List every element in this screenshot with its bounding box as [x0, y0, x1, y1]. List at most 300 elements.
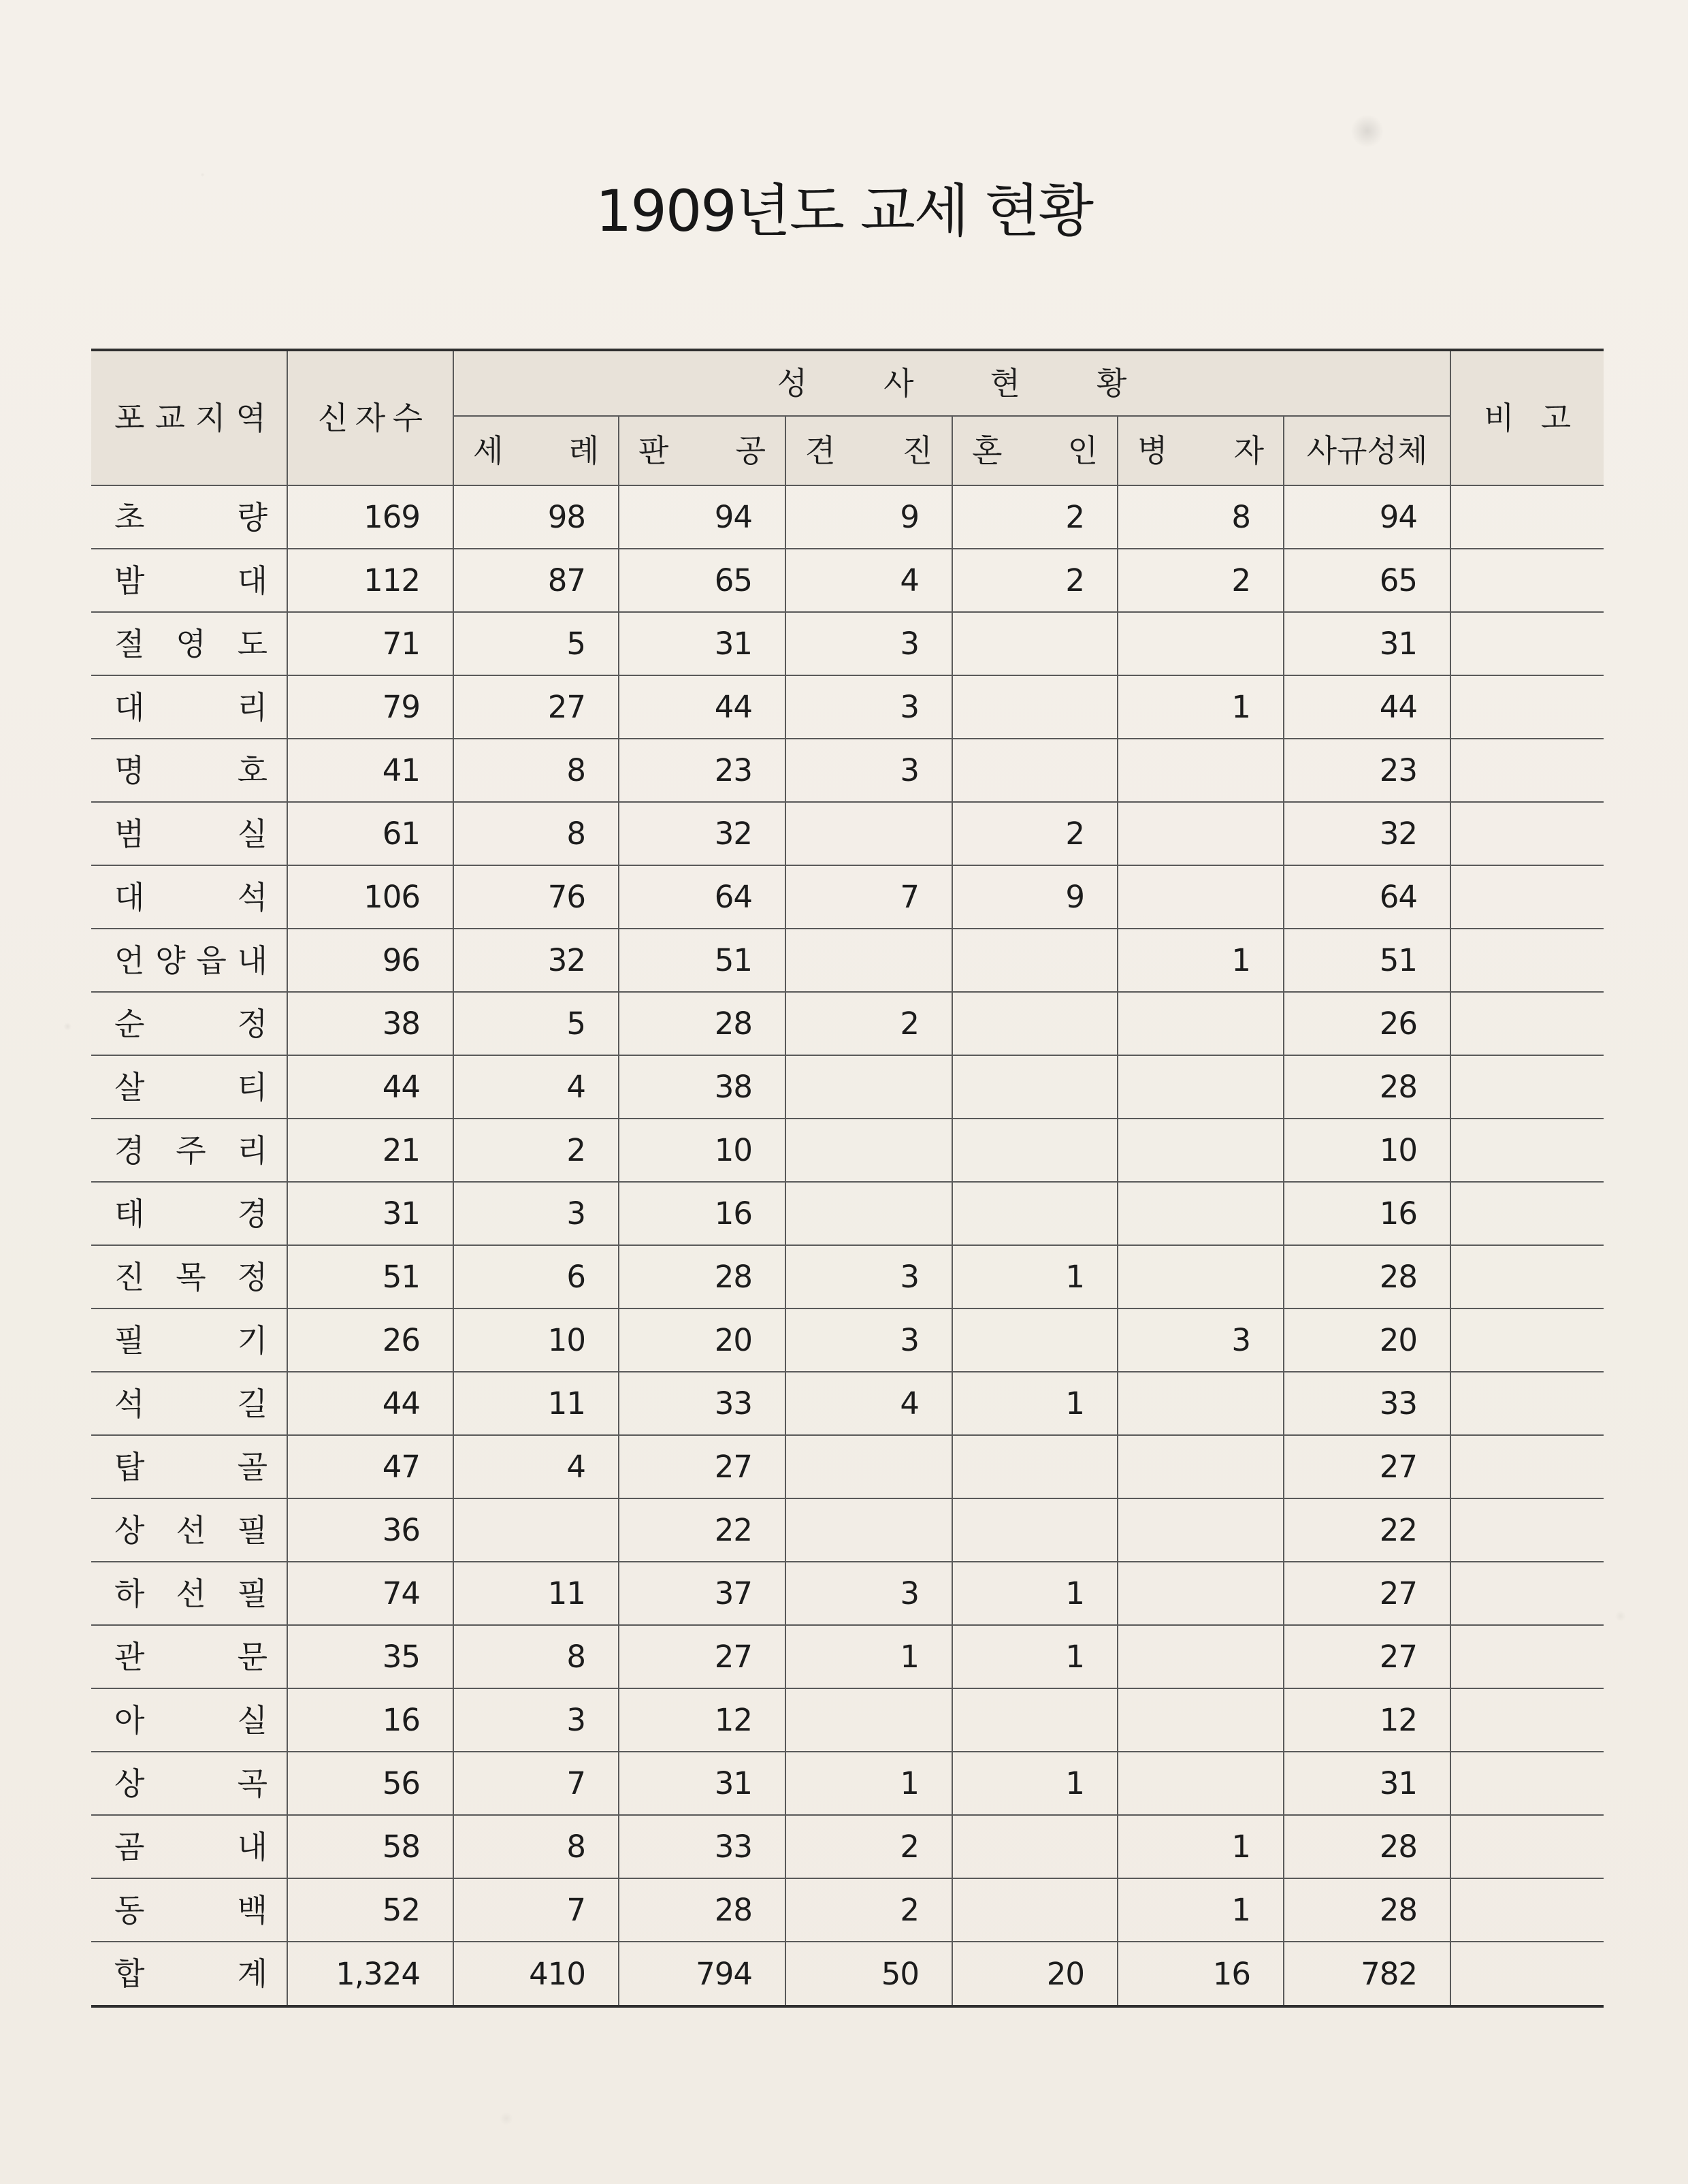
cell-confession: 16	[619, 1182, 785, 1245]
cell-believers: 112	[287, 549, 453, 612]
cell-confession: 31	[619, 1752, 785, 1815]
cell-marriage	[952, 929, 1118, 992]
cell-remarks	[1450, 1688, 1604, 1752]
cell-confession: 27	[619, 1435, 785, 1498]
header-baptism	[453, 416, 619, 485]
cell-region	[91, 1308, 287, 1372]
region-name-char: 밤	[114, 562, 145, 599]
cell-four-sacraments: 27	[1284, 1562, 1450, 1625]
cell-four-sacraments: 12	[1284, 1688, 1450, 1752]
region-name-char: 범	[114, 815, 145, 852]
cell-remarks	[1450, 929, 1604, 992]
region-name-char: 아	[114, 1701, 145, 1739]
region-name-char: 석	[114, 1385, 145, 1422]
cell-confirmation: 3	[785, 1245, 952, 1308]
cell-region	[91, 1815, 287, 1878]
cell-baptism: 3	[453, 1688, 619, 1752]
cell-marriage	[952, 1055, 1118, 1119]
cell-four-sacraments: 28	[1284, 1245, 1450, 1308]
cell-region	[91, 1625, 287, 1688]
cell-confession: 10	[619, 1119, 785, 1182]
cell-marriage: 1	[952, 1625, 1118, 1688]
cell-baptism: 11	[453, 1372, 619, 1435]
region-name-char: 양	[155, 942, 186, 979]
cell-sick	[1118, 1625, 1284, 1688]
table-row	[91, 739, 1604, 802]
table-row	[91, 1688, 1604, 1752]
table-row	[91, 929, 1604, 992]
cell-sick	[1118, 1752, 1284, 1815]
cell-remarks	[1450, 739, 1604, 802]
region-name-char: 대	[114, 688, 145, 726]
cell-region	[91, 1752, 287, 1815]
cell-baptism: 5	[453, 612, 619, 675]
cell-marriage: 1	[952, 1245, 1118, 1308]
cell-confirmation	[785, 929, 952, 992]
region-name-char: 리	[237, 1131, 267, 1169]
cell-confession: 32	[619, 802, 785, 865]
region-name-char: 절	[114, 625, 145, 662]
cell-believers: 51	[287, 1245, 453, 1308]
cell-remarks	[1450, 802, 1604, 865]
table-row	[91, 1308, 1604, 1372]
cell-believers: 47	[287, 1435, 453, 1498]
cell-baptism: 8	[453, 1625, 619, 1688]
cell-sick: 16	[1118, 1942, 1284, 2006]
region-name-char: 하	[114, 1575, 145, 1612]
cell-marriage: 1	[952, 1372, 1118, 1435]
region-name-char: 기	[237, 1321, 267, 1359]
cell-believers: 169	[287, 485, 453, 549]
region-name-char: 백	[237, 1891, 267, 1929]
table-row	[91, 675, 1604, 739]
cell-four-sacraments: 27	[1284, 1625, 1450, 1688]
cell-confession: 12	[619, 1688, 785, 1752]
table-row	[91, 485, 1604, 549]
cell-confirmation: 3	[785, 1562, 952, 1625]
cell-confirmation: 2	[785, 1815, 952, 1878]
cell-believers: 44	[287, 1055, 453, 1119]
cell-confirmation: 2	[785, 1878, 952, 1942]
cell-confession: 65	[619, 549, 785, 612]
cell-baptism: 8	[453, 1815, 619, 1878]
cell-believers: 1,324	[287, 1942, 453, 2006]
cell-confession: 51	[619, 929, 785, 992]
cell-sick	[1118, 865, 1284, 929]
cell-believers: 16	[287, 1688, 453, 1752]
table-row	[91, 1562, 1604, 1625]
cell-remarks	[1450, 485, 1604, 549]
region-name-char: 순	[114, 1005, 145, 1042]
cell-confession: 38	[619, 1055, 785, 1119]
cell-confession: 28	[619, 992, 785, 1055]
cell-believers: 41	[287, 739, 453, 802]
header-sick-char: 병	[1137, 432, 1168, 469]
cell-region	[91, 865, 287, 929]
cell-remarks	[1450, 1815, 1604, 1878]
region-name-char: 길	[237, 1385, 267, 1422]
cell-believers: 44	[287, 1372, 453, 1435]
table-row	[91, 1245, 1604, 1308]
cell-baptism: 98	[453, 485, 619, 549]
cell-remarks	[1450, 675, 1604, 739]
header-believers-char: 신	[318, 400, 348, 436]
cell-sick	[1118, 1562, 1284, 1625]
cell-confirmation: 4	[785, 1372, 952, 1435]
cell-marriage	[952, 612, 1118, 675]
region-name-char: 명	[114, 752, 145, 789]
table-row	[91, 1498, 1604, 1562]
header-baptism-char: 세	[473, 432, 504, 469]
cell-remarks	[1450, 1055, 1604, 1119]
cell-confession: 44	[619, 675, 785, 739]
region-name-char: 정	[237, 1258, 267, 1296]
region-name-char: 목	[176, 1258, 206, 1296]
region-name-char: 실	[237, 1701, 267, 1739]
region-name-char: 대	[114, 878, 145, 916]
table-row	[91, 612, 1604, 675]
header-confirmation	[785, 416, 952, 485]
region-name-char: 초	[114, 498, 145, 536]
cell-baptism: 7	[453, 1878, 619, 1942]
cell-confession: 33	[619, 1372, 785, 1435]
header-remarks-char: 비	[1484, 400, 1514, 436]
cell-remarks	[1450, 1372, 1604, 1435]
region-name-char: 문	[237, 1638, 267, 1675]
table-header	[91, 350, 1604, 485]
cell-marriage: 9	[952, 865, 1118, 929]
cell-confession: 20	[619, 1308, 785, 1372]
cell-remarks	[1450, 1435, 1604, 1498]
cell-sick	[1118, 1119, 1284, 1182]
region-name-char: 내	[237, 1828, 267, 1865]
cell-believers: 79	[287, 675, 453, 739]
cell-baptism: 2	[453, 1119, 619, 1182]
cell-confirmation	[785, 802, 952, 865]
cell-baptism: 10	[453, 1308, 619, 1372]
cell-four-sacraments: 32	[1284, 802, 1450, 865]
cell-marriage	[952, 1435, 1118, 1498]
region-name-char: 내	[237, 942, 267, 979]
cell-marriage: 1	[952, 1562, 1118, 1625]
cell-sick: 1	[1118, 1815, 1284, 1878]
cell-believers: 31	[287, 1182, 453, 1245]
cell-four-sacraments: 26	[1284, 992, 1450, 1055]
cell-baptism: 27	[453, 675, 619, 739]
cell-marriage	[952, 1498, 1118, 1562]
cell-confirmation	[785, 1498, 952, 1562]
cell-confirmation: 7	[785, 865, 952, 929]
cell-sick	[1118, 612, 1284, 675]
cell-baptism: 6	[453, 1245, 619, 1308]
cell-sick	[1118, 802, 1284, 865]
region-name-char: 경	[114, 1131, 145, 1169]
cell-confirmation: 9	[785, 485, 952, 549]
cell-four-sacraments: 44	[1284, 675, 1450, 739]
region-name-char: 상	[114, 1765, 145, 1802]
header-remarks	[1450, 350, 1604, 485]
cell-sick: 8	[1118, 485, 1284, 549]
region-name-char: 주	[176, 1131, 206, 1169]
header-sick	[1118, 416, 1284, 485]
cell-four-sacraments: 65	[1284, 549, 1450, 612]
header-sacraments-label: 성사현황	[777, 365, 1203, 402]
cell-remarks	[1450, 549, 1604, 612]
cell-confession: 33	[619, 1815, 785, 1878]
header-region-char: 포	[114, 400, 145, 436]
header-sacraments-group	[453, 350, 1450, 416]
header-marriage	[952, 416, 1118, 485]
cell-region	[91, 549, 287, 612]
cell-sick	[1118, 1435, 1284, 1498]
cell-confession: 31	[619, 612, 785, 675]
cell-region	[91, 1498, 287, 1562]
cell-sick: 2	[1118, 549, 1284, 612]
cell-confirmation	[785, 1435, 952, 1498]
cell-remarks	[1450, 1562, 1604, 1625]
cell-region	[91, 739, 287, 802]
cell-remarks	[1450, 992, 1604, 1055]
region-name-char: 언	[114, 942, 145, 979]
cell-region	[91, 1878, 287, 1942]
cell-confirmation: 50	[785, 1942, 952, 2006]
cell-four-sacraments: 10	[1284, 1119, 1450, 1182]
cell-sick	[1118, 1688, 1284, 1752]
statistics-table-container	[91, 349, 1604, 2008]
cell-believers: 38	[287, 992, 453, 1055]
cell-remarks	[1450, 1119, 1604, 1182]
table-row	[91, 865, 1604, 929]
region-name-char: 석	[237, 878, 267, 916]
region-name-char: 진	[114, 1258, 145, 1296]
header-believers-char: 자	[355, 400, 386, 436]
cell-confirmation	[785, 1055, 952, 1119]
cell-confirmation: 1	[785, 1752, 952, 1815]
header-sick-char: 자	[1233, 432, 1264, 469]
parish-statistics-table	[91, 349, 1604, 2008]
region-name-char: 곰	[114, 1828, 145, 1865]
cell-baptism	[453, 1498, 619, 1562]
cell-four-sacraments: 64	[1284, 865, 1450, 929]
region-name-char: 태	[114, 1195, 145, 1232]
header-region	[91, 350, 287, 485]
table-row	[91, 1625, 1604, 1688]
cell-believers: 58	[287, 1815, 453, 1878]
cell-believers: 52	[287, 1878, 453, 1942]
cell-four-sacraments: 27	[1284, 1435, 1450, 1498]
region-name-char: 리	[237, 688, 267, 726]
cell-confirmation: 3	[785, 612, 952, 675]
cell-region	[91, 802, 287, 865]
cell-marriage	[952, 1878, 1118, 1942]
cell-four-sacraments: 28	[1284, 1878, 1450, 1942]
cell-sick	[1118, 1182, 1284, 1245]
region-name-char: 골	[237, 1448, 267, 1486]
table-row	[91, 992, 1604, 1055]
cell-baptism: 8	[453, 802, 619, 865]
cell-remarks	[1450, 1245, 1604, 1308]
cell-region	[91, 1372, 287, 1435]
cell-baptism: 4	[453, 1055, 619, 1119]
cell-baptism: 5	[453, 992, 619, 1055]
cell-baptism: 76	[453, 865, 619, 929]
table-row	[91, 549, 1604, 612]
cell-sick: 1	[1118, 675, 1284, 739]
cell-four-sacraments: 22	[1284, 1498, 1450, 1562]
cell-region	[91, 485, 287, 549]
cell-marriage: 2	[952, 485, 1118, 549]
region-name-char: 호	[237, 752, 267, 789]
region-name-char: 대	[237, 562, 267, 599]
header-believers	[287, 350, 453, 485]
cell-four-sacraments: 28	[1284, 1055, 1450, 1119]
cell-region	[91, 1055, 287, 1119]
cell-remarks	[1450, 1625, 1604, 1688]
cell-region	[91, 1119, 287, 1182]
cell-baptism: 32	[453, 929, 619, 992]
cell-sick: 1	[1118, 1878, 1284, 1942]
region-name-char: 필	[237, 1575, 267, 1612]
region-name-char: 경	[237, 1195, 267, 1232]
cell-believers: 35	[287, 1625, 453, 1688]
cell-baptism: 8	[453, 739, 619, 802]
header-confession-char: 판	[638, 432, 669, 469]
cell-four-sacraments: 23	[1284, 739, 1450, 802]
region-name-char: 필	[114, 1321, 145, 1359]
cell-remarks	[1450, 612, 1604, 675]
cell-confession: 22	[619, 1498, 785, 1562]
cell-region	[91, 1182, 287, 1245]
cell-confession: 94	[619, 485, 785, 549]
table-row	[91, 1435, 1604, 1498]
header-four-sacraments: 사규성체	[1284, 416, 1450, 485]
cell-confirmation: 4	[785, 549, 952, 612]
cell-four-sacraments: 31	[1284, 1752, 1450, 1815]
table-row	[91, 1055, 1604, 1119]
header-confirmation-char: 견	[805, 432, 836, 469]
cell-marriage: 2	[952, 802, 1118, 865]
region-name-char: 선	[176, 1575, 206, 1612]
header-confession-char: 공	[735, 432, 766, 469]
cell-marriage	[952, 992, 1118, 1055]
cell-four-sacraments: 31	[1284, 612, 1450, 675]
cell-region	[91, 992, 287, 1055]
header-region-char: 교	[155, 400, 185, 436]
cell-confirmation: 3	[785, 675, 952, 739]
cell-sick	[1118, 992, 1284, 1055]
region-name-char: 정	[237, 1005, 267, 1042]
table-row	[91, 1372, 1604, 1435]
cell-region	[91, 675, 287, 739]
cell-confession: 64	[619, 865, 785, 929]
table-body	[91, 485, 1604, 2006]
cell-believers: 61	[287, 802, 453, 865]
cell-marriage	[952, 675, 1118, 739]
region-name-char: 관	[114, 1638, 145, 1675]
cell-confirmation: 2	[785, 992, 952, 1055]
cell-confirmation	[785, 1688, 952, 1752]
region-name-char: 읍	[196, 942, 227, 979]
cell-marriage	[952, 1182, 1118, 1245]
cell-baptism: 11	[453, 1562, 619, 1625]
cell-marriage: 20	[952, 1942, 1118, 2006]
cell-four-sacraments: 94	[1284, 485, 1450, 549]
cell-region	[91, 1942, 287, 2006]
cell-marriage	[952, 1119, 1118, 1182]
cell-believers: 36	[287, 1498, 453, 1562]
cell-sick: 3	[1118, 1308, 1284, 1372]
cell-sick	[1118, 1372, 1284, 1435]
cell-region	[91, 1245, 287, 1308]
cell-marriage	[952, 1308, 1118, 1372]
region-name-char: 합	[114, 1955, 145, 1992]
cell-marriage	[952, 1815, 1118, 1878]
cell-confession: 37	[619, 1562, 785, 1625]
region-name-char: 상	[114, 1511, 145, 1549]
cell-remarks	[1450, 1182, 1604, 1245]
cell-region	[91, 1435, 287, 1498]
table-row	[91, 1815, 1604, 1878]
cell-marriage	[952, 1688, 1118, 1752]
region-name-char: 선	[176, 1511, 206, 1549]
cell-baptism: 7	[453, 1752, 619, 1815]
cell-region	[91, 929, 287, 992]
header-remarks-char: 고	[1540, 400, 1572, 436]
cell-confirmation	[785, 1182, 952, 1245]
header-confession	[619, 416, 785, 485]
cell-confession: 23	[619, 739, 785, 802]
cell-remarks	[1450, 1752, 1604, 1815]
header-region-char: 역	[236, 400, 266, 436]
cell-confirmation: 3	[785, 739, 952, 802]
cell-four-sacraments: 782	[1284, 1942, 1450, 2006]
cell-confession: 28	[619, 1245, 785, 1308]
cell-remarks	[1450, 1878, 1604, 1942]
header-confirmation-char: 진	[902, 432, 932, 469]
region-name-char: 동	[114, 1891, 145, 1929]
cell-four-sacraments: 51	[1284, 929, 1450, 992]
cell-believers: 106	[287, 865, 453, 929]
cell-believers: 56	[287, 1752, 453, 1815]
cell-sick	[1118, 739, 1284, 802]
cell-baptism: 3	[453, 1182, 619, 1245]
cell-believers: 74	[287, 1562, 453, 1625]
table-row	[91, 1119, 1604, 1182]
cell-marriage: 1	[952, 1752, 1118, 1815]
region-name-char: 살	[114, 1068, 145, 1106]
table-row	[91, 1182, 1604, 1245]
region-name-char: 실	[237, 815, 267, 852]
cell-sick	[1118, 1498, 1284, 1562]
cell-sick: 1	[1118, 929, 1284, 992]
cell-confirmation: 3	[785, 1308, 952, 1372]
cell-sick	[1118, 1055, 1284, 1119]
region-name-char: 곡	[237, 1765, 267, 1802]
header-baptism-char: 례	[568, 432, 599, 469]
cell-believers: 21	[287, 1119, 453, 1182]
cell-confirmation: 1	[785, 1625, 952, 1688]
cell-remarks	[1450, 1942, 1604, 2006]
cell-marriage: 2	[952, 549, 1118, 612]
region-name-char: 영	[176, 625, 206, 662]
region-name-char: 도	[237, 625, 267, 662]
cell-believers: 71	[287, 612, 453, 675]
cell-confession: 794	[619, 1942, 785, 2006]
region-name-char: 량	[237, 498, 267, 536]
cell-baptism: 410	[453, 1942, 619, 2006]
header-marriage-char: 혼	[972, 432, 1003, 469]
cell-remarks	[1450, 1498, 1604, 1562]
